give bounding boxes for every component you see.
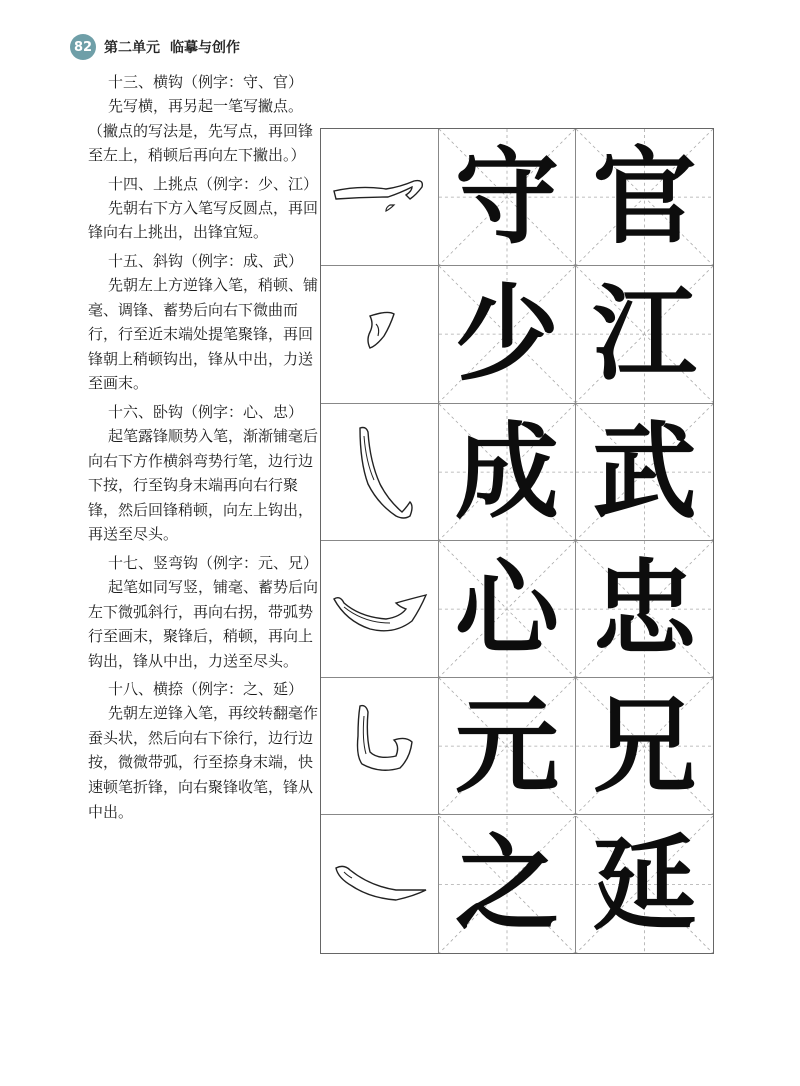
example-character: 兄 <box>592 684 697 808</box>
character-cell <box>576 266 713 402</box>
lying-hook-stroke-icon <box>330 559 430 659</box>
example-character: 延 <box>592 822 697 946</box>
section-title: 十六、卧钩（例字：心、忠） <box>108 402 304 421</box>
section-13 <box>88 70 322 168</box>
character-cell <box>439 129 576 265</box>
character-cell <box>439 541 576 677</box>
stroke-cell <box>321 541 439 677</box>
character-cell <box>439 266 576 402</box>
character-cell <box>576 129 713 265</box>
stroke-cell <box>321 816 439 953</box>
slanted-hook-stroke-icon <box>330 422 430 522</box>
section-14 <box>88 172 322 245</box>
stroke-cell <box>321 129 439 265</box>
section-title: 十三、横钩（例字：守、官） <box>108 73 304 91</box>
section-paragraph: 先写横，再另起一笔写撇点。（撇点的写法是，先写点，再回锋至左上，稍顿后再向左下撇出。） <box>88 97 314 165</box>
calligraphy-practice-grid <box>320 128 714 954</box>
section-title: 十八、横捺（例字：之、延） <box>108 680 304 699</box>
grid-row <box>321 678 713 815</box>
unit-title: 临摹与创作 <box>170 40 240 56</box>
section-title: 十五、斜钩（例字：成、武） <box>108 251 304 270</box>
page-header <box>70 33 240 61</box>
character-cell <box>576 816 713 953</box>
vertical-bend-hook-stroke-icon <box>330 696 430 796</box>
example-character: 心 <box>454 547 559 671</box>
example-character: 元 <box>454 684 559 808</box>
example-character: 官 <box>592 135 697 259</box>
section-paragraph: 起笔露锋顺势入笔，渐渐铺毫后向右下方作横斜弯势行笔，边行边下按，行至钩身末端再向右行聚锋，然后回锋稍顿，向左上钩出，再送至尽头。 <box>88 426 319 544</box>
instruction-text-column <box>88 70 322 828</box>
example-character: 少 <box>454 272 559 396</box>
grid-row <box>321 816 713 953</box>
example-character: 之 <box>454 822 559 946</box>
character-cell <box>576 678 713 814</box>
grid-row <box>321 266 713 403</box>
section-paragraph: 先朝左上方逆锋入笔，稍顿、铺毫、调锋、蓄势后向右下微曲而行，行至近末端处提笔聚锋，再回锋朝上稍顿钩出，锋从中出，力送至画末。 <box>88 275 319 393</box>
section-title: 十七、竖弯钩（例字：元、兄） <box>108 553 319 572</box>
stroke-cell <box>321 404 439 540</box>
character-cell <box>439 678 576 814</box>
section-title: 十四、上挑点（例字：少、江） <box>108 174 319 193</box>
character-cell <box>576 541 713 677</box>
character-cell <box>576 404 713 540</box>
unit-label: 第二单元 <box>104 40 160 56</box>
example-character: 武 <box>592 409 697 533</box>
example-character: 江 <box>592 272 697 396</box>
section-17 <box>88 551 322 673</box>
section-15 <box>88 249 322 396</box>
example-character: 成 <box>454 409 559 533</box>
example-character: 守 <box>454 135 559 259</box>
stroke-cell <box>321 266 439 402</box>
character-cell <box>439 816 576 953</box>
section-16 <box>88 400 322 547</box>
section-paragraph: 先朝左逆锋入笔，再绞转翻毫作蚕头状，然后向右下徐行，边行边按，微微带弧，行至捺身末端，快速顿笔折锋，向右聚锋收笔，锋从中出。 <box>88 704 319 821</box>
example-character: 忠 <box>592 547 697 671</box>
stroke-cell <box>321 678 439 814</box>
grid-row <box>321 404 713 541</box>
horizontal-press-stroke-icon <box>330 834 430 934</box>
horizontal-hook-stroke-icon <box>330 147 430 247</box>
grid-row <box>321 541 713 678</box>
section-18 <box>88 677 322 824</box>
grid-row <box>321 129 713 266</box>
section-paragraph: 起笔如同写竖，铺毫、蓄势后向左下微弧斜行，再向右拐，带弧势行至画末，聚锋后，稍顿，再向上钩出，锋从中出，力送至尽头。 <box>88 577 319 670</box>
character-cell <box>439 404 576 540</box>
section-paragraph: 先朝右下方入笔写反圆点，再回锋向右上挑出，出锋宜短。 <box>88 198 319 242</box>
rising-dot-stroke-icon <box>330 284 430 384</box>
page-number-badge: 82 <box>70 34 96 60</box>
